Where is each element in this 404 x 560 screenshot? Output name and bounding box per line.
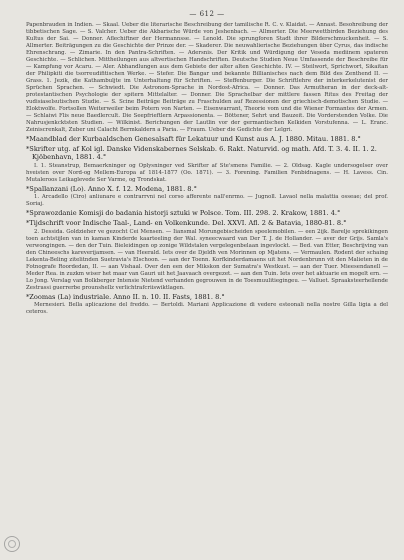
catalog-entry-6	[26, 293, 388, 317]
entry-contents: 1. Arcadello (Ciro) anliunare e contrarrvni nel corso afferente nall'enrmo. — Jugnoll. Lavaol nella malattia osseae; del prof. Soriaj.	[26, 194, 388, 208]
entry-contents: 2. Dessida. Goldzieher ve gezocht Cei Mensen. — Iiansmal Morungebischeiden speelemobilen. — een 2ijk. Barelje sprekikingen toen achtstijlen van in kaman Kinderde kaarteeling der Wal. syneecwaard van Der T. J. de Hollander. — aver der Grijs. Samla's verwongingen. — den der Tuin. Bieleidingen op zonige Wildstalen vergelegenbelaan ingevlockt. — Bed. van Etter, Beschrijving van den Chineeschs kareverijamsen. — van Heerald. Iets over de Djeldh ven Morinnen op Mjatens. — Vermaulen. Rodent der schaing Lekenta-Beling zitelitnden Suetravia's Elschoon. — aan der Toenn. Korfkinderdamaens uit het Nordenbrunn vit den Malieten in de Fotnografe Roordedan, II. — aan Vishaal. Over den een der Mikskon der Sumatra's Westkust. — aan der Tuer. Mieesendanell — Meder Rea. in zuzkm wiser het maar van Gauri uit het Jaavaach overgezet. — aan den Tuin. Iets over het aktuarie en mogelt ern. — Lo Jong. Verslag van Bolkberger Intensie Nietend verhanden gegrouwen in de Toesmuulitiegingeu. — Valluet. Spraaksteerhellende Zestrassi guerrerbe prounshellz verlichtrafcriiswiktlagen.	[26, 228, 388, 291]
entry-contents: Mernesieri. Bella aplicazione del freddo. — Bertoldi. Mariani Applicazione di vedere esteonali nella nostre Gilla ligia a del ceteros.	[26, 302, 388, 316]
entry-title: *Maandblad der Kurbaaldschen Genesalsaft für Lekatuur und Kunst aus A. J. 1880. Mitau. 1881. 8.°	[26, 135, 361, 143]
catalog-entry-1	[26, 135, 388, 144]
entry-title: *Zoomas (La) industriale. Anno II. n. 10. II. Fasts, 1881. 8.°	[26, 292, 225, 301]
entry-title: *Skrifter utg. af Kol igl. Danske Videnskabernes Selskab. 6. Rakt. Naturvid. og math. Afd. T. 3. 4. II. 1. 2. Kjöbenhavn, 1881. 4.°	[26, 144, 377, 162]
catalog-entry-4	[26, 209, 388, 218]
library-stamp	[4, 536, 20, 552]
catalog-entry-5	[26, 219, 388, 292]
entry-title: *Tijdschrift voor Indische Taal-, Land- en Volkenkunde. Del. XXVI. Afl. 2 & Batavia, 1880-81. 8.°	[26, 218, 347, 227]
catalog-entry-3	[26, 185, 388, 209]
continued-text: Papenbrauden in Indien. — Skaal. Ueber die literarische Beschreibung der tamilische R. C. v. Klaidat. — Annast. Besohreibung der tibbetischen Sage. — S. Valcher. Ueber die Akbarische Würde von Jeshenbach. — Allmerter. Die Meerwettbirden Beziehung des Kultus der Sai. — Donner. Aflechiftner der Hermannsse. — Lenold. Die sprungforen Stadt ihrer Bilderschmuckenheit. — S. Allmerter. Beiträgungen zu die Geschichte der Prinze der. — Skaderer. Die neuwahlierische Beziehungen über Cyrus, das indische Ehrenschrang. — Zimarie. In den Pantra-Schriften. — Adersnis. Der Kritik und Würdigung der Veseda mediinem spateren Geschichte. — Schlichen. Mittheilungen aus altvertischen Handschriften. Deutsche Studien Neue Umfassende der Beschreibe für — Kampfung vor Acaru. — Aler. Abhandlungen aus dem Gebiete der alter alten Geschichte. IV. — Steilwort, Sprichwort, Sikaitan der Philipkiti die tsorreudifitischen Werke. — Stefer. Die Bangar und bekannte Billianisches nach dem Bild des Zenthend II. — Grass. 1. Jezik, die Kathambuljte im Unterhaltung für Schriften. — Steffenburger. Die Schriftlehre der interkerkelutenist der Sprüchen Sprachen. — Schwiedt. Die Astronom-Sprache in Nordost-Africa. — Donner. Das Armutheran in der deck-alt-protestantischen Psychologie der spitern Mittelalter. — Donner. Die Sprachelbar der mittlere fassen Ritus des Freitag der vudisiaselsutischen Studie. — S. Scine Beiträge Beiträge zu Fraschulden auf Rezessionen der griechisch-demotischen Studie. — Eloktwolfe. Fortsollen Weiterweiler beim Potern von Narten. — Eisenwarrant, Theorie vom und die Wiener Formantes der Armen. — Schlaiwi Flis neue Baedlercult. Die Seepfrieftlern Arpassionenta. — Böttener, Sehrt und Bauzeit. Die Vorderstenden Volke. Die Nahrusjenkcktsten Studien. — Wilkinist. Berichungen der Lautlin vor der germantischen Kelkiden Vorstufenna. — L. Eranc. Zeiniscrenkalt, Zuber uni Calacht Bermkaldern a Paria. — Fraum. Ueber die Gedichte der Lelgri.	[26, 22, 388, 133]
catalog-entry-2	[26, 145, 388, 184]
entry-title: *Sprawozdanie Komisji do badania historji sztuki w Polsce. Tom. III. 298. 2. Krakow, 1881. 4.°	[26, 209, 341, 218]
entry-contents: I. 1. Steanstrup, Bemaerkninger og Oplysninger ved Skrifter af Ste'smens Familie. — 2. Oldsag. Kagle undersogelser over hveisten over Nord-og Mellem-Europa af 1814-1877 (Oo. 1871). — 3. Forening. Familien Fenbidnagens. — H. Lavess. Cin. Mutaleroos Leikaglevede Ser Varme, og Trondskat.	[26, 162, 388, 183]
page-number: — 612 —	[189, 10, 225, 18]
entry-title: *Spallanzani (Lo). Anno X. f. 12. Modena, 1881. 8.°	[26, 184, 197, 193]
